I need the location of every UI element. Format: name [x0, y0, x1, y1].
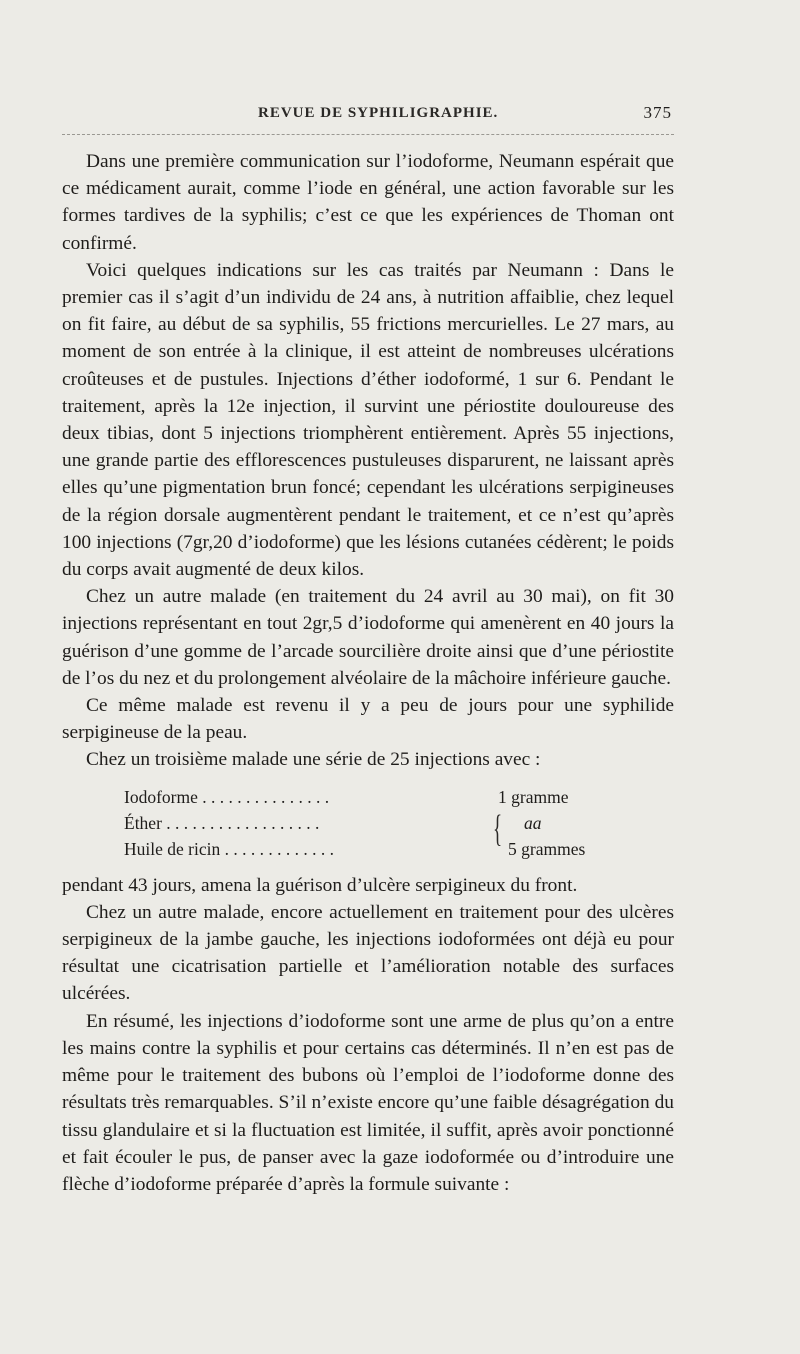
- body-text: [62, 148, 674, 1198]
- paragraph: pendant 43 jours, amena la guérison d’ulcère serpigineux du front.: [62, 874, 578, 896]
- page-number: 375: [643, 103, 672, 122]
- formula-ingredient: Éther . . . . . . . . . . . . . . . . . .: [124, 812, 320, 833]
- running-title: REVUE DE SYPHILIGRAPHIE.: [258, 105, 499, 121]
- formula-quantity: 1 gramme: [498, 786, 569, 807]
- paragraph: Chez un autre malade (en traitement du 24 avril au 30 mai), on fit 30 injections représentant en tout 2gr,5 d’iodoforme qui amenèrent en 40 jours la guérison d’une gomme de l’arcade sourcilière droite ainsi que d’une périostite de l’os du nez et du prolongement alvéolaire de la mâchoire inférieure gauche.: [62, 586, 674, 689]
- formula-quantity: aa: [524, 812, 542, 833]
- paragraph: Chez un troisième malade une série de 25 injections avec :: [86, 749, 541, 771]
- paragraph: Chez un autre malade, encore actuellement en traitement pour des ulcères serpigineux de la jambe gauche, les injections iodoformées ont déjà eu pour résultat une cicatrisation partielle et l’amélioration notable des surfaces ulcérées.: [62, 901, 674, 1005]
- header-rule: [62, 134, 674, 135]
- paragraph: Ce même malade est revenu il y a peu de jours pour une syphilide serpigineuse de la peau.: [62, 695, 674, 744]
- formula-quantity: 5 grammes: [508, 838, 586, 859]
- formula-table: [62, 780, 674, 864]
- formula-ingredient: Huile de ricin . . . . . . . . . . . . .: [124, 838, 334, 859]
- formula-ingredient: Iodoforme . . . . . . . . . . . . . . .: [124, 786, 330, 807]
- paragraph: En résumé, les injections d’iodoforme sont une arme de plus qu’on a entre les mains contre la syphilis et pour certains cas déterminés. Il n’en est pas de même pour le traitement des bubons où l’emploi de l’iodoforme donne des résultats très remarquables. S’il n’existe encore qu’une faible désagrégation du tissu glandulaire et si la fluctuation est limitée, il suffit, après avoir ponctionné et fait écouler le pus, de panser avec la gaze iodoformée ou d’introduire une flèche d’iodoforme préparée d’après la formule suivante :: [62, 1010, 674, 1195]
- brace-icon: {: [493, 807, 503, 850]
- page-header: [62, 103, 674, 127]
- paragraph: Dans une première communication sur l’iodoforme, Neumann espérait que ce médicament aurait, comme l’iode en général, une action favorable sur les formes tardives de la syphilis; c’est ce que les expériences de Thoman ont confirmé.: [62, 151, 674, 254]
- paragraph: Voici quelques indications sur les cas traités par Neumann : Dans le premier cas il s’agit d’un individu de 24 ans, à nutrition affaiblie, chez lequel on fit faire, au début de sa syphilis, 55 frictions mercurielles. Le 27 mars, au moment de son entrée à la clinique, il est atteint de nombreuses ulcérations croûteuses et de pustules. Injections d’éther iodoformé, 1 sur 6. Pendant le traitement, après la 12e injection, il survint une périostite douloureuse des deux tibias, dont 5 injections triomphèrent entièrement. Après 55 injections, une grande partie des efflorescences pustuleuses disparurent, ne laissant après elles qu’une pigmentation brun foncé; cependant les ulcérations serpigineuses de la région dorsale augmentèrent pendant le traitement, et ce n’est qu’après 100 injections (7gr,20 d’iodoforme) que les lésions cutanées cédèrent; le poids du corps avait augmenté de deux kilos.: [62, 259, 674, 581]
